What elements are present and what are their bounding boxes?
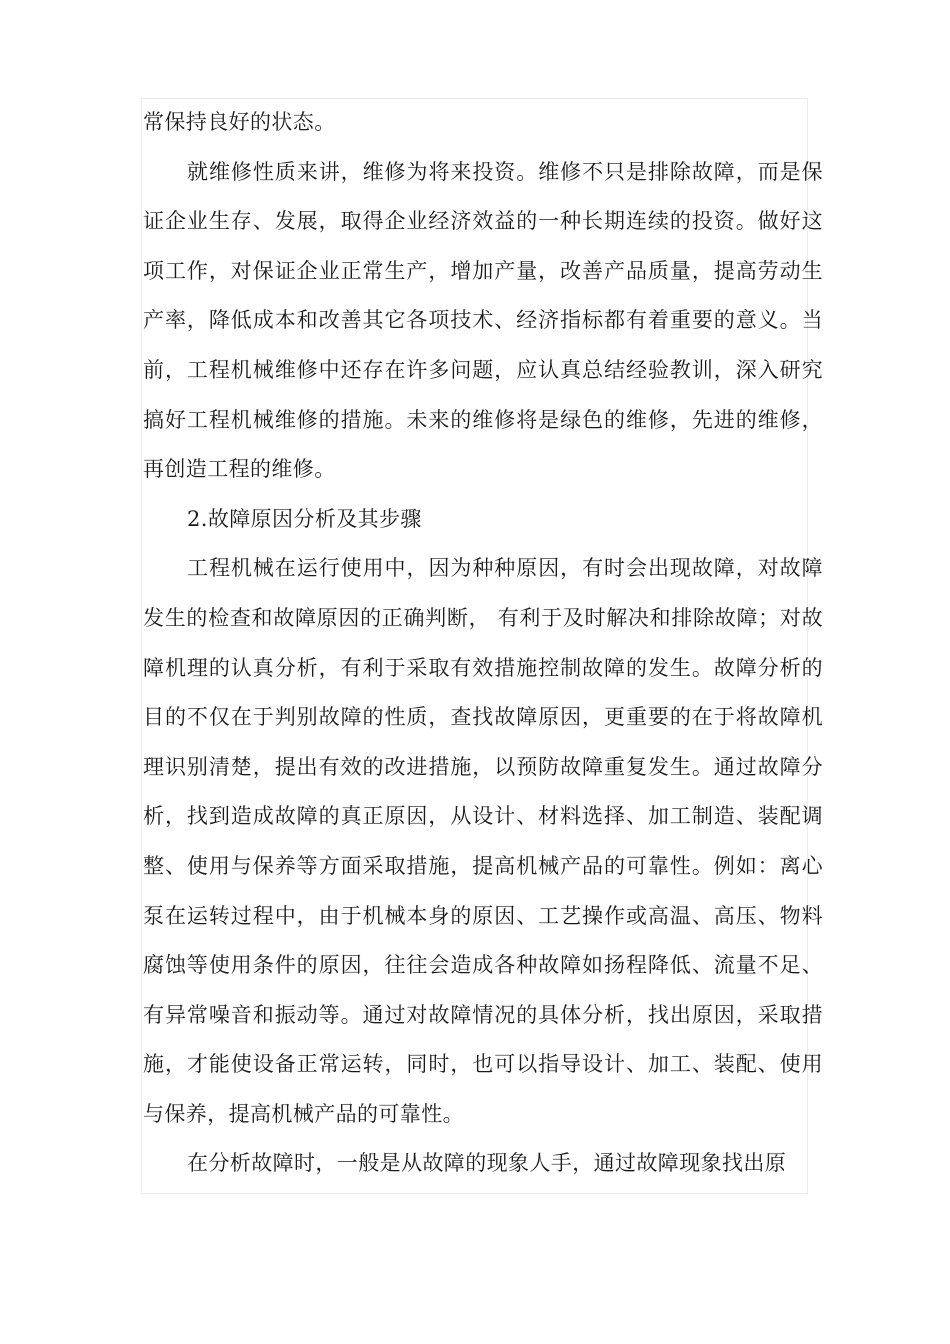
document-body xyxy=(143,98,823,1189)
section-heading: 2.故障原因分析及其步骤 xyxy=(187,506,422,531)
paragraph-fault-method: 在分析故障时，一般是从故障的现象人手，通过故障现象找出原 xyxy=(187,1151,787,1176)
paragraph-continuation: 常保持良好的状态。 xyxy=(143,110,336,134)
paragraph-fault-analysis: 工程机械在运行使用中，因为种种原因，有时会出现故障，对故障发生的检查和故障原因的正确判断， 有利于及时解决和排除故障；对故障机理的认真分析，有利于采取有效措施控制故障的发生。故障分析的目的不仅在于判别故障的性质，查找故障原因，更重要的在于将故障机理识别清楚，提出有效的改进措施，以预防故障重复发生。通过故障分析，找到造成故障的真正原因，从设计、材料选择、加工制造、装配调整、使用与保养等方面采取措施，提高机械产品的可靠性。例如：离心泵在运转过程中，由于机械本身的原因、工艺操作或高温、高压、物料腐蚀等使用条件的原因，往往会造成各种故障如扬程降低、流量不足、有异常噪音和振动等。通过对故障情况的具体分析，找出原因，采取措施，才能使设备正常运转，同时，也可以指导设计、加工、装配、使用与保养，提高机械产品的可靠性。 xyxy=(143,556,823,1126)
paragraph-maintenance-nature: 就维修性质来讲，维修为将来投资。维修不只是排除故障，而是保证企业生存、发展，取得企业经济效益的一种长期连续的投资。做好这项工作，对保证企业正常生产，增加产量，改善产品质量，提高劳动生产率，降低成本和改善其它各项技术、经济指标都有着重要的意义。当前，工程机械维修中还存在许多问题，应认真总结经验教训，深入研究搞好工程机械维修的措施。未来的维修将是绿色的维修，先进的维修，再创造工程的维修。 xyxy=(143,159,823,482)
